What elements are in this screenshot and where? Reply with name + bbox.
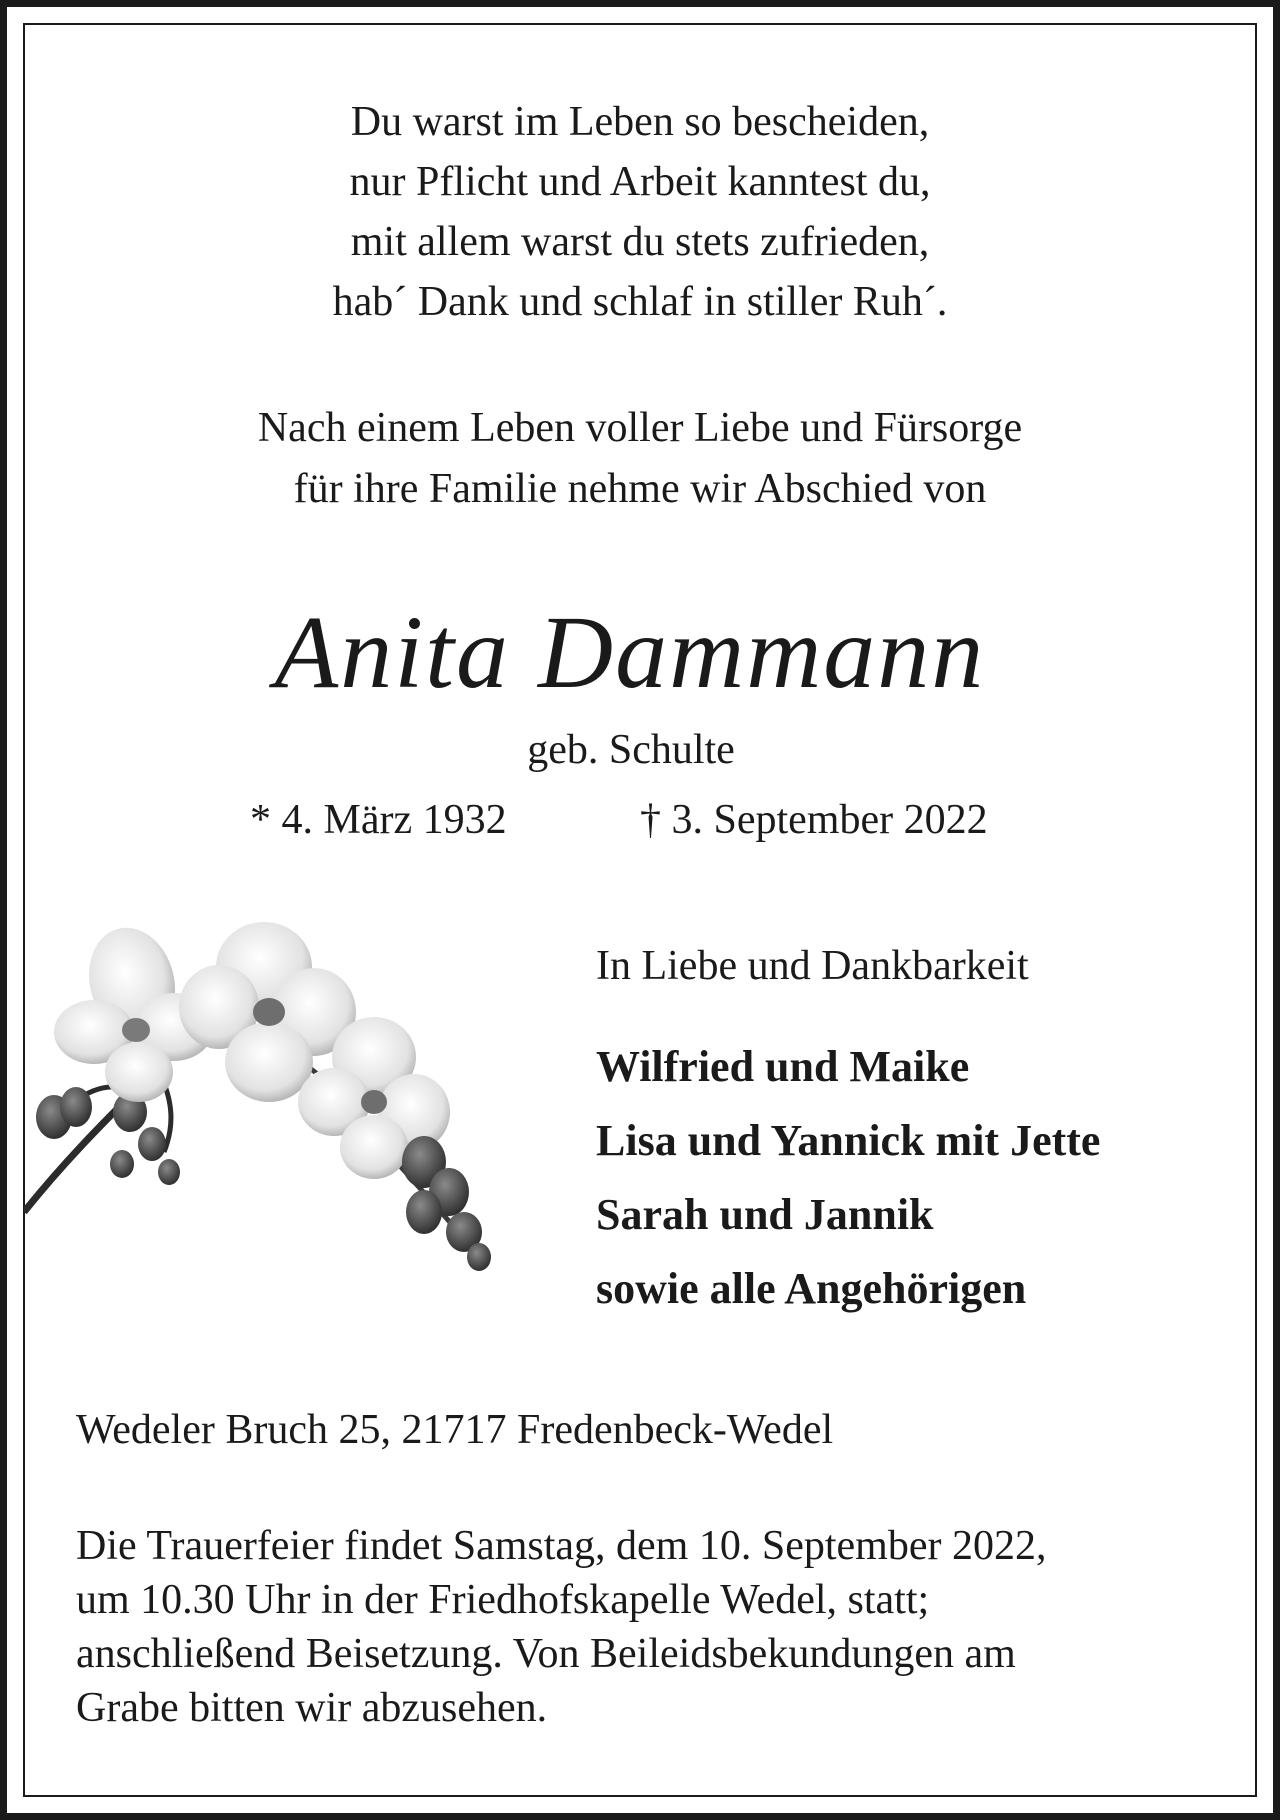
mourner-list: [596, 1030, 1100, 1326]
intro-text: [0, 398, 1280, 520]
gratitude-heading: In Liebe und Dankbarkeit: [596, 943, 1029, 989]
maiden-name: geb. Schulte: [527, 727, 735, 773]
mourner-name: sowie alle Angehörigen: [596, 1264, 1027, 1313]
poem-line: nur Pflicht und Arbeit kanntest du,: [349, 159, 931, 205]
death-date: † 3. September 2022: [640, 797, 988, 843]
poem-line: Du warst im Leben so bescheiden,: [350, 99, 930, 145]
mourner-name: Wilfried und Maike: [596, 1042, 970, 1091]
ceremony-line: Die Trauerfeier findet Samstag, dem 10. September 2022,: [76, 1523, 1047, 1569]
ceremony-line: um 10.30 Uhr in der Friedhofskapelle Wedel, statt;: [76, 1577, 930, 1623]
mourner-name: Lisa und Yannick mit Jette: [596, 1116, 1101, 1165]
orchid-branch-icon: [24, 912, 514, 1292]
address: Wedeler Bruch 25, 21717 Fredenbeck-Wedel: [76, 1407, 834, 1453]
deceased-name: Anita Dammann: [274, 595, 986, 710]
poem-line: hab´ Dank und schlaf in stiller Ruh´.: [332, 279, 948, 325]
mourner-name: Sarah und Jannik: [596, 1190, 934, 1239]
birth-date: * 4. März 1932: [250, 797, 507, 843]
poem: [0, 92, 1280, 332]
ceremony-info: [76, 1519, 1046, 1735]
ceremony-line: anschließend Beisetzung. Von Beileidsbekundungen am: [76, 1631, 1016, 1677]
intro-line: für ihre Familie nehme wir Abschied von: [293, 466, 987, 512]
ceremony-line: Grabe bitten wir abzusehen.: [76, 1685, 548, 1731]
poem-line: mit allem warst du stets zufrieden,: [350, 219, 930, 265]
intro-line: Nach einem Leben voller Liebe und Fürsorge: [257, 405, 1023, 451]
